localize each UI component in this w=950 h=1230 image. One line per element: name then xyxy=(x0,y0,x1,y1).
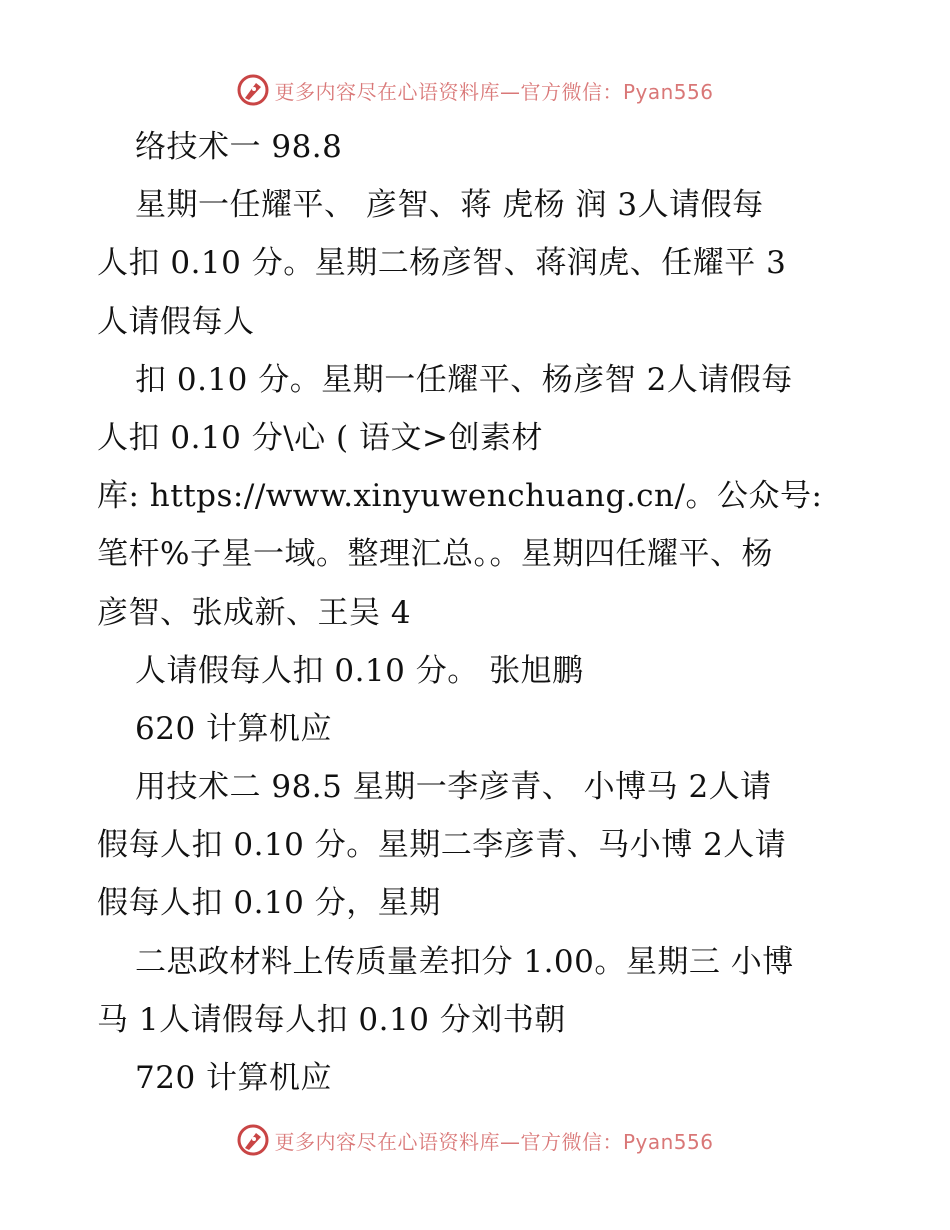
text-line: 假每人扣 0.10 分，星期 xyxy=(97,885,441,922)
footer-banner xyxy=(0,1120,950,1160)
text-line: 星期一任耀平、 彦智、蒋 虎杨 润 3人请假每 xyxy=(135,187,764,224)
text-line: 用技术二 98.5 星期一李彦青、 小博马 2人请 xyxy=(135,769,772,806)
text-line: 假每人扣 0.10 分。星期二李彦青、马小博 2人请 xyxy=(97,827,787,864)
text-line: 库: https://www.xinyuwenchuang.cn/。公众号: xyxy=(97,478,823,515)
text-line: 笔杆%子星一域。整理汇总。。星期四任耀平、杨 xyxy=(97,536,773,573)
text-line: 人请假每人 xyxy=(97,303,255,340)
pen-nib-logo-icon xyxy=(236,1123,270,1157)
text-line: 扣 0.10 分。星期一任耀平、杨彦智 2人请假每 xyxy=(135,361,793,398)
footer-banner-text: 更多内容尽在心语资料库—官方微信：Pyan556 xyxy=(274,1129,714,1154)
header-banner-text: 更多内容尽在心语资料库—官方微信：Pyan556 xyxy=(274,79,714,104)
text-line: 人请假每人扣 0.10 分。 张旭鹏 xyxy=(135,652,584,689)
header-banner xyxy=(0,70,950,110)
text-line: 络技术一 98.8 xyxy=(135,129,343,165)
text-line: 620 计算机应 xyxy=(135,710,333,747)
text-line: 马 1人请假每人扣 0.10 分刘书朝 xyxy=(97,1001,566,1038)
document-body xyxy=(97,118,857,1107)
text-line: 二思政材料上传质量差扣分 1.00。星期三 小博 xyxy=(135,943,794,980)
text-line: 彦智、张成新、王吴 4 xyxy=(97,594,412,631)
text-line: 人扣 0.10 分。星期二杨彦智、蒋润虎、任耀平 3 xyxy=(97,245,787,282)
text-line: 720 计算机应 xyxy=(135,1060,333,1096)
text-line: 人扣 0.10 分\心 ( 语文>创素材 xyxy=(97,419,543,456)
pen-nib-logo-icon xyxy=(236,73,270,107)
